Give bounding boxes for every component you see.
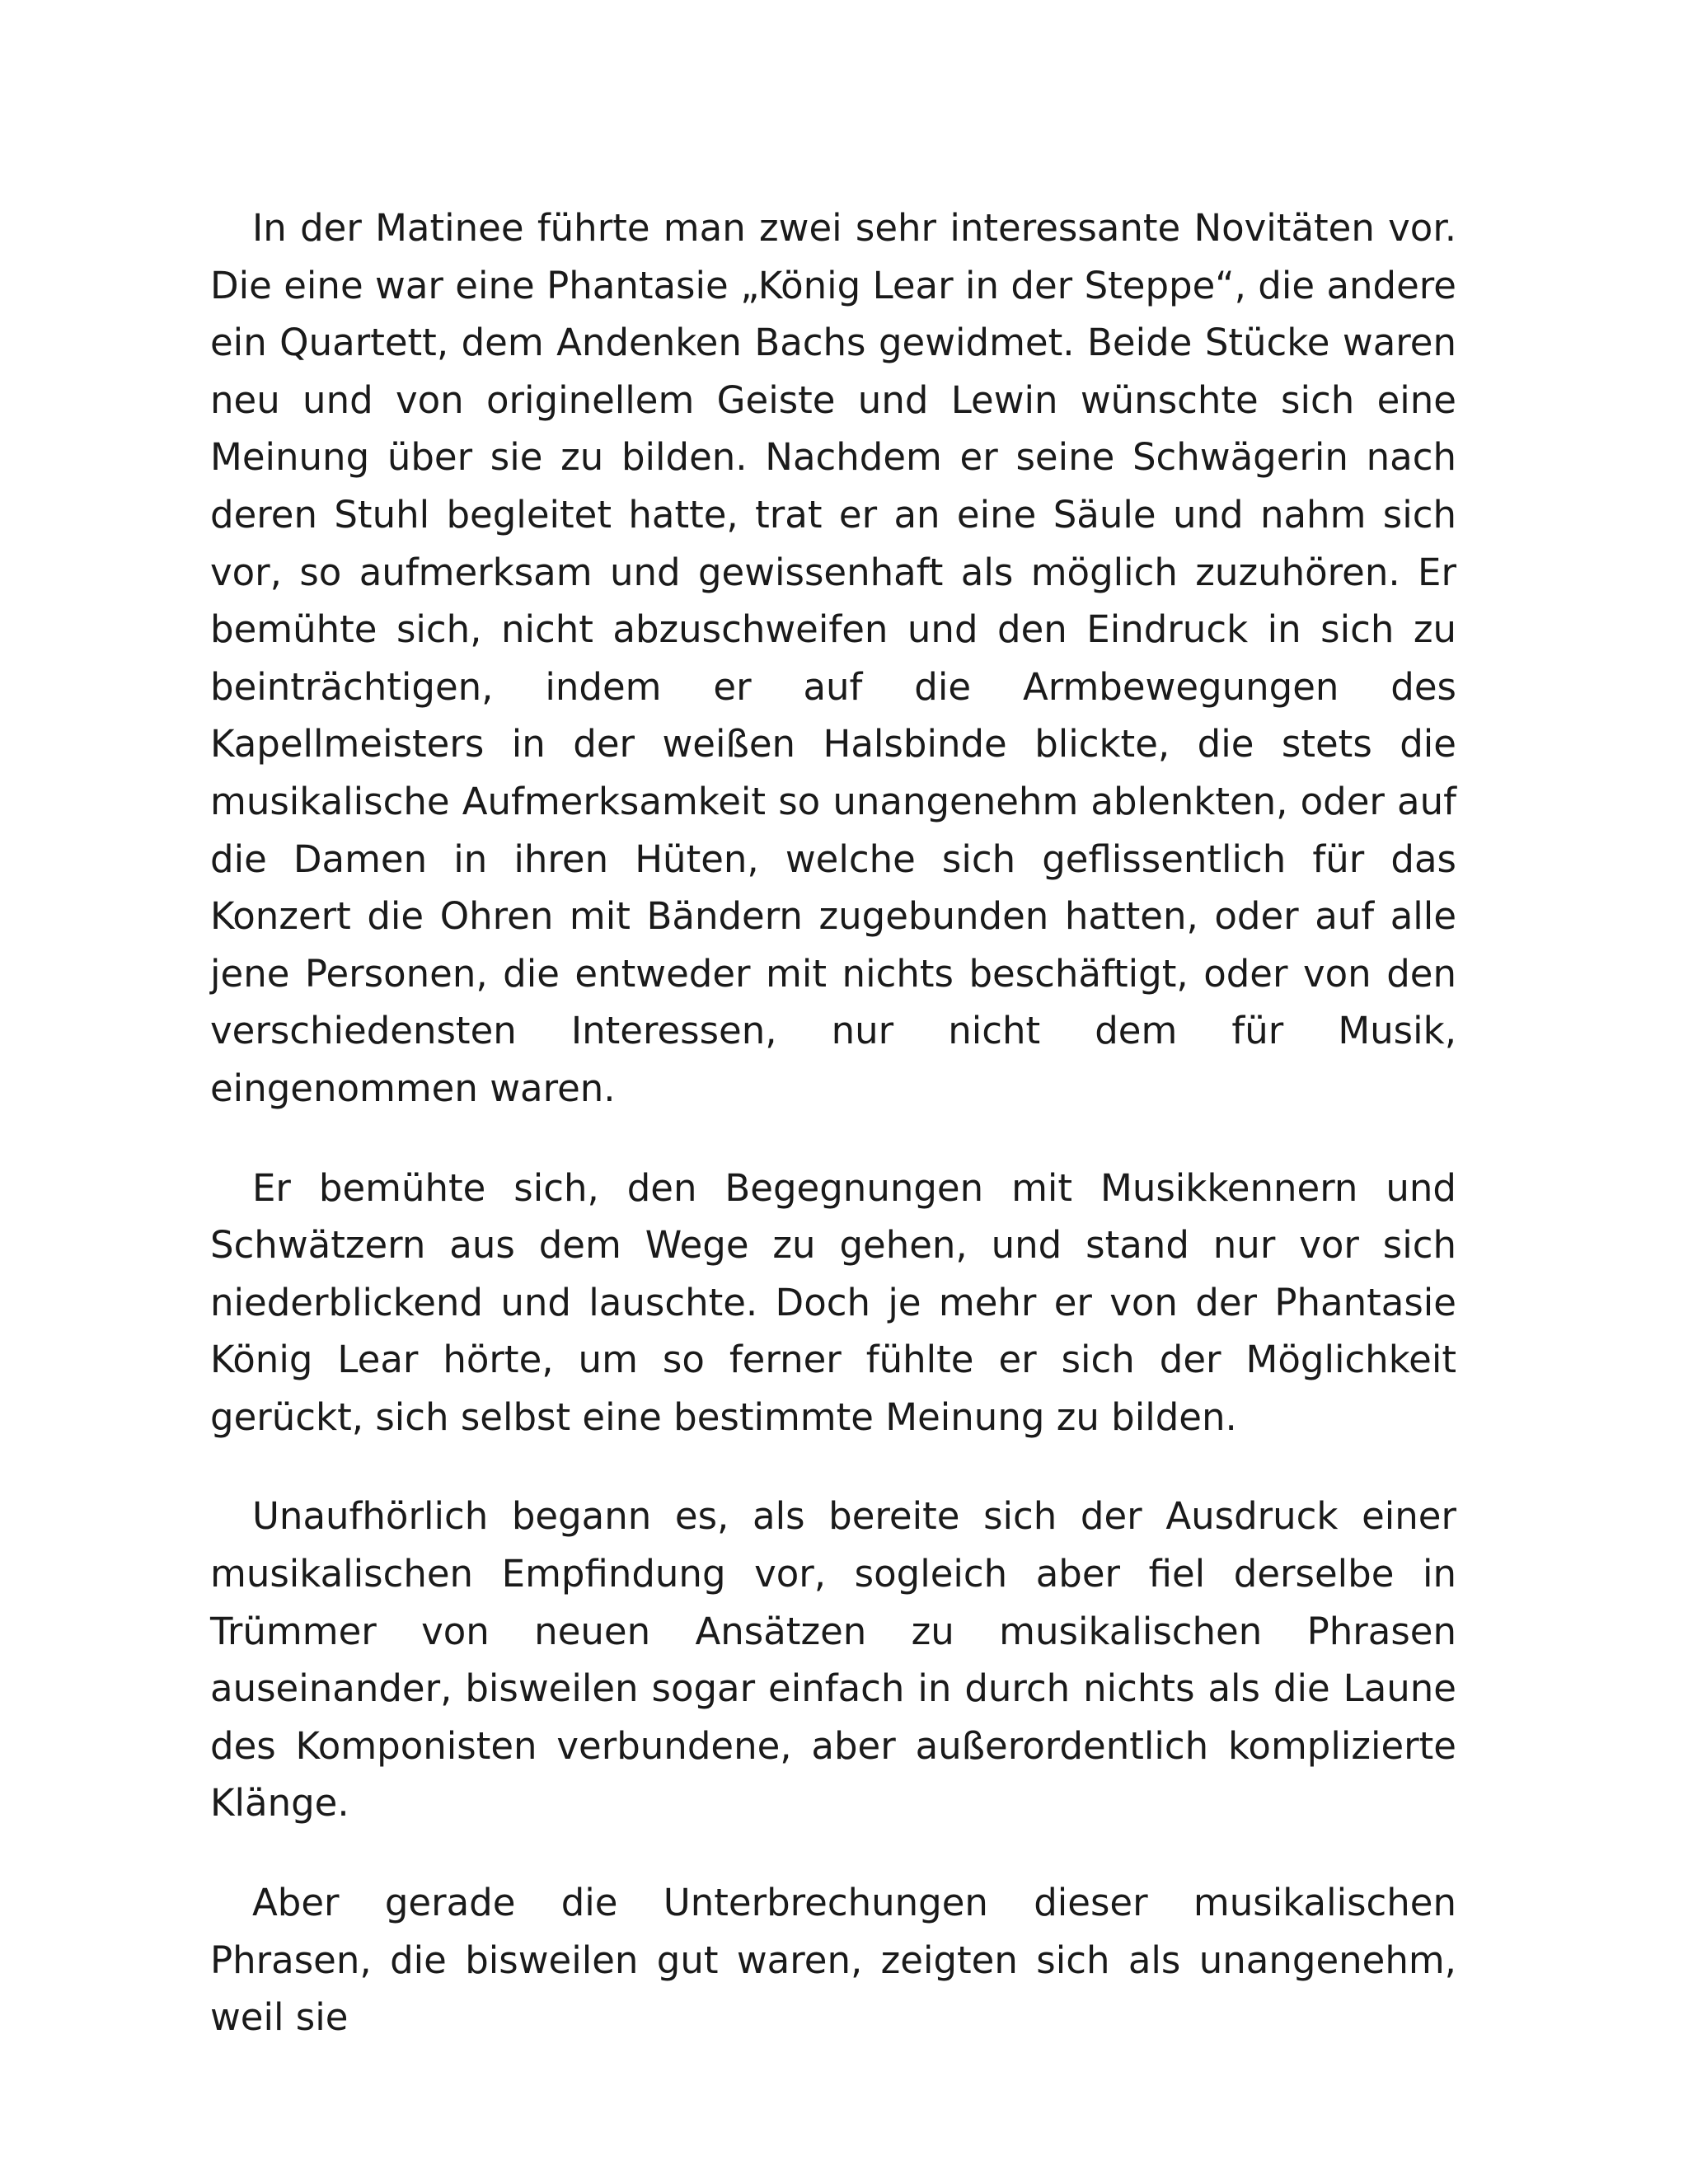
paragraph-1: In der Matinee führte man zwei sehr interessante Novitäten vor. Die eine war eine Phantasie „König Lear in der Steppe“, die andere ein Quartett, dem Andenken Bachs gewidmet. Beide Stücke waren neu und von originellem Geiste und Lewin wünschte sich eine Meinung über sie zu bilden. Nachdem er seine Schwägerin nach deren Stuhl begleitet hatte, trat er an eine Säule und nahm sich vor, so aufmerksam und gewissenhaft als möglich zuzuhören. Er bemühte sich, nicht abzuschweifen und den Eindruck in sich zu beinträchtigen, indem er auf die Armbewegungen des Kapellmeisters in der weißen Halsbinde blickte, die stets die musikalische Aufmerksamkeit so unangenehm ablenkten, oder auf die Damen in ihren Hüten, welche sich geflissentlich für das Konzert die Ohren mit Bändern zugebunden hatten, oder auf alle jene Personen, die entweder mit nichts beschäftigt, oder von den verschiedensten Interessen, nur nicht dem für Musik, eingenommen waren. bbox=[210, 206, 1456, 1110]
paragraph-3: Unaufhörlich begann es, als bereite sich der Ausdruck einer musikalischen Empfindung vor, sogleich aber fiel derselbe in Trümmer von neuen Ansätzen zu musikalischen Phrasen auseinander, bisweilen sogar einfach in durch nichts als die Laune des Komponisten verbundene, aber außerordentlich komplizierte Klänge. bbox=[210, 1494, 1456, 1825]
body-text bbox=[210, 199, 1456, 2046]
paragraph-2: Er bemühte sich, den Begegnungen mit Musikkennern und Schwätzern aus dem Wege zu gehen, und stand nur vor sich niederblickend und lauschte. Doch je mehr er von der Phantasie König Lear hörte, um so ferner fühlte er sich der Möglichkeit gerückt, sich selbst eine bestimmte Meinung zu bilden. bbox=[210, 1165, 1456, 1439]
paragraph-4: Aber gerade die Unterbrechungen dieser musikalischen Phrasen, die bisweilen gut waren, zeigten sich als unangenehm, weil sie bbox=[210, 1881, 1456, 2040]
